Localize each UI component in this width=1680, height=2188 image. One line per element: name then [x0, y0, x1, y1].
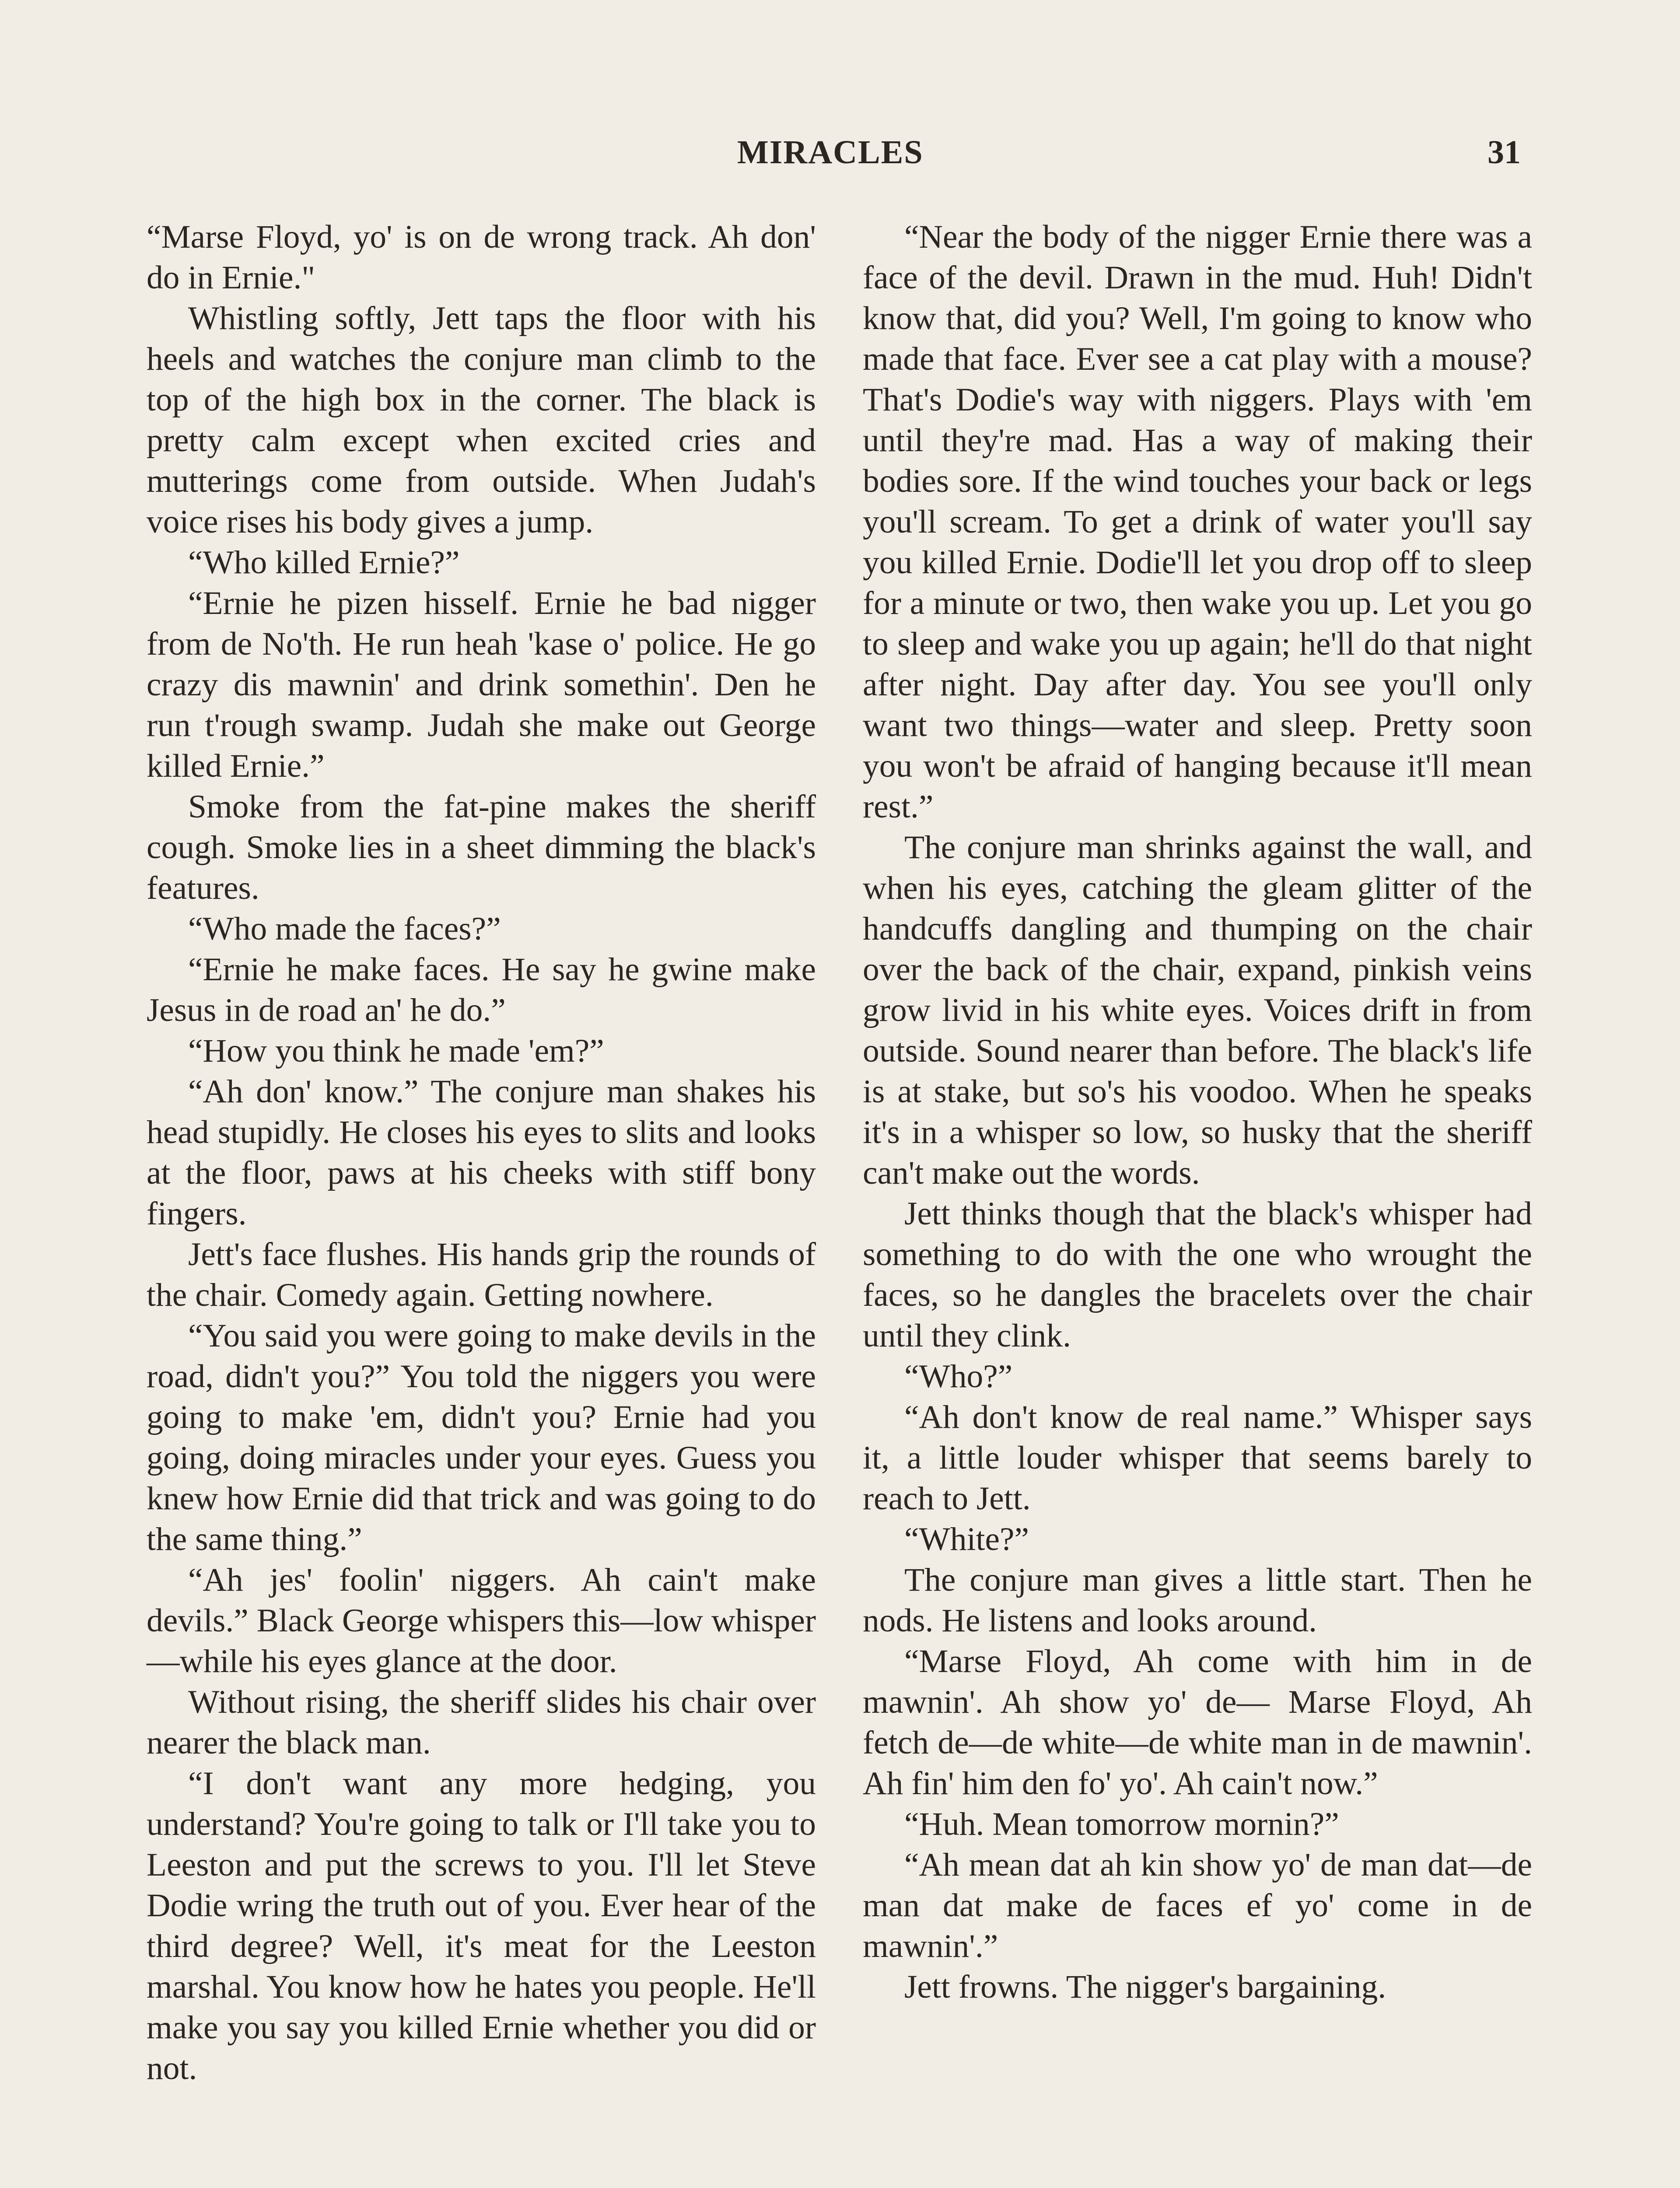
paragraph: “Near the body of the nigger Ernie there was a face of the devil. Drawn in the mud. Huh! Didn't know that, did you? Well, I'm going to know who made that face. Ever see a cat play with a mouse? That's Dodie's way with niggers. Plays with 'em until they're mad. Has a way of making their bodies sore. If the wind touches your back or legs you'll scream. To get a drink of water you'll say you killed Ernie. Dodie'll let you drop off to sleep for a minute or two, then wake you up. Let you go to sleep and wake you up again; he'll do that night after night. Day after day. You see you'll only want two things—water and sleep. Pretty soon you won't be afraid of hanging because it'll mean rest.”	[863, 219, 1532, 825]
paragraph: “Ernie he make faces. He say he gwine make Jesus in de road an' he do.”	[147, 951, 816, 1028]
paragraph: “White?”	[904, 1521, 1029, 1557]
paragraph: Without rising, the sheriff slides his chair over nearer the black man.	[147, 1684, 816, 1761]
paragraph: “Huh. Mean tomorrow mornin?”	[904, 1806, 1339, 1842]
paragraph: “Ah mean dat ah kin show yo' de man dat—de man dat make de faces ef yo' come in de mawnin'.”	[863, 1847, 1532, 1964]
paragraph: “Who killed Ernie?”	[188, 544, 460, 581]
paragraph: “Ernie he pizen hisself. Ernie he bad nigger from de No'th. He run heah 'kase o' police. He go crazy dis mawnin' and drink somethin'. Den he run t'rough swamp. Judah she make out George killed Ernie.”	[147, 585, 816, 784]
paragraph: “Who?”	[904, 1358, 1013, 1395]
paragraph: “Ah jes' foolin' niggers. Ah cain't make devils.” Black George whispers this—low whisper—while his eyes glance at the door.	[147, 1562, 816, 1680]
paragraph: “Who made the faces?”	[188, 911, 501, 947]
page-number: 31	[1488, 134, 1521, 171]
paragraph: Jett frowns. The nigger's bargaining.	[904, 1969, 1386, 2005]
running-title: MIRACLES	[737, 134, 924, 171]
paragraph: “You said you were going to make devils in the road, didn't you?” You told the niggers you were going to make 'em, didn't you? Ernie had you going, doing miracles under your eyes. Guess you knew how Ernie did that trick and was going to do the same thing.”	[147, 1318, 816, 1557]
paragraph: Smoke from the fat-pine makes the sheriff cough. Smoke lies in a sheet dimming the black's features.	[147, 789, 816, 906]
paragraph: “Marse Floyd, yo' is on de wrong track. Ah don' do in Ernie."	[147, 219, 816, 296]
paragraph: “Ah don' know.” The conjure man shakes his head stupidly. He closes his eyes to slits and looks at the floor, paws at his cheeks with stiff bony fingers.	[147, 1073, 816, 1232]
paragraph: The conjure man shrinks against the wall, and when his eyes, catching the gleam glitter of the handcuffs dangling and thumping on the chair over the back of the chair, expand, pinkish veins grow livid in his white eyes. Voices drift in from outside. Sound nearer than before. The black's life is at stake, but so's his voodoo. When he speaks it's in a whisper so low, so husky that the sheriff can't make out the words.	[863, 829, 1532, 1191]
right-column	[863, 217, 1532, 2007]
paragraph: “Ah don't know de real name.” Whisper says it, a little louder whisper that seems barely to reach to Jett.	[863, 1399, 1532, 1517]
paragraph: “Marse Floyd, Ah come with him in de mawnin'. Ah show yo' de— Marse Floyd, Ah fetch de—de white—de white man in de mawnin'. Ah fin' him den fo' yo'. Ah cain't now.”	[863, 1643, 1532, 1802]
paragraph: Jett thinks though that the black's whisper had something to do with the one who wrought the faces, so he dangles the bracelets over the chair until they clink.	[863, 1196, 1532, 1354]
paragraph: Whistling softly, Jett taps the floor with his heels and watches the conjure man climb to the top of the high box in the corner. The black is pretty calm except when excited cries and mutterings come from outside. When Judah's voice rises his body gives a jump.	[147, 300, 816, 540]
paragraph: “How you think he made 'em?”	[188, 1033, 604, 1069]
paragraph: “I don't want any more hedging, you understand? You're going to talk or I'll take you to Leeston and put the screws to you. I'll let Steve Dodie wring the truth out of you. Ever hear of the third degree? Well, it's meat for the Leeston marshal. You know how he hates you people. He'll make you say you killed Ernie whether you did or not.	[147, 1765, 816, 2086]
left-column	[147, 217, 816, 2089]
paragraph: The conjure man gives a little start. Then he nods. He listens and looks around.	[863, 1562, 1532, 1639]
paragraph: Jett's face flushes. His hands grip the rounds of the chair. Comedy again. Getting nowhere.	[147, 1236, 816, 1313]
